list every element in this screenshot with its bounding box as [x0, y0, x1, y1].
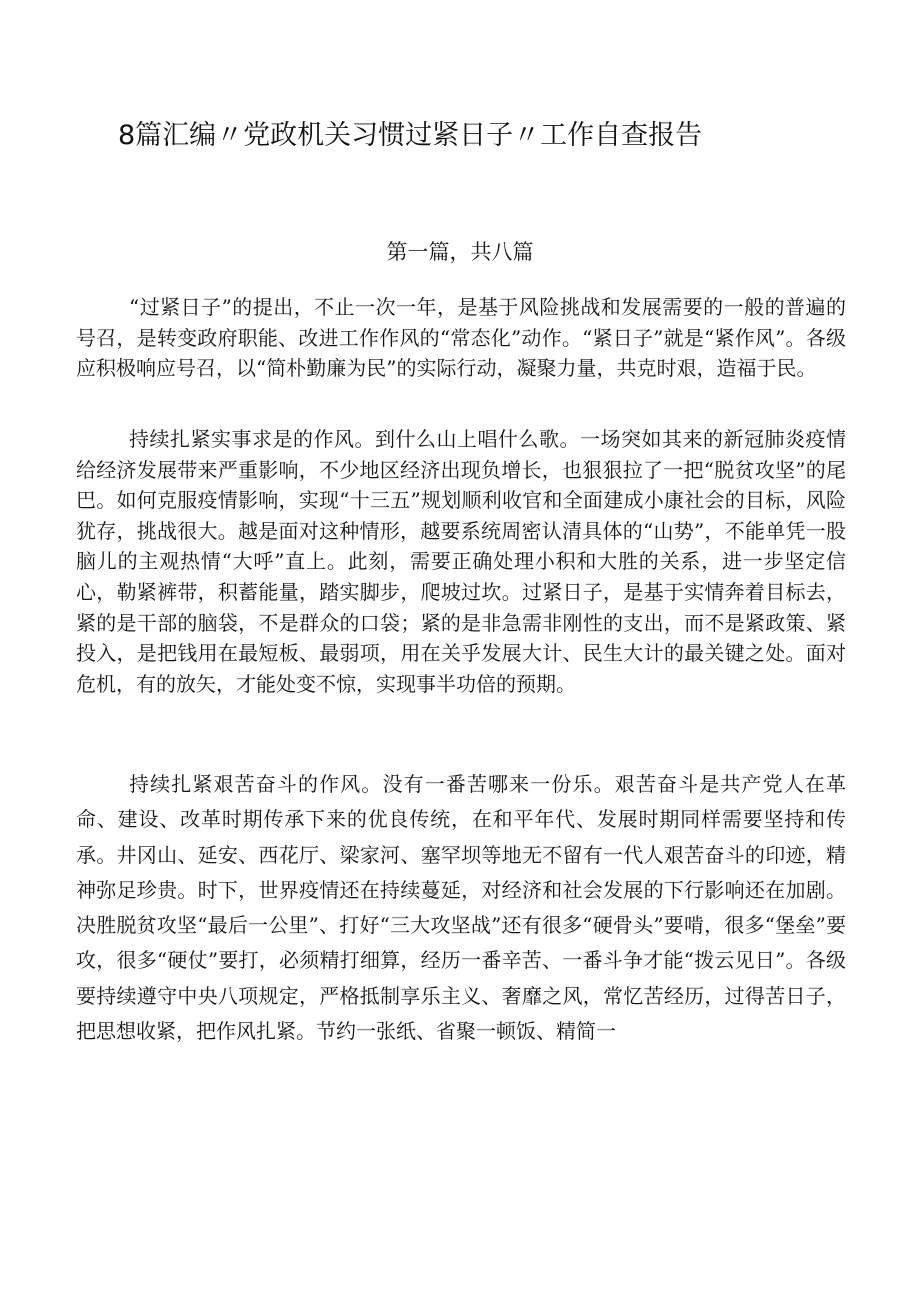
document-title: 8篇汇编〃党政机关习惯过紧日子〃工作自查报告	[118, 120, 703, 151]
paragraph-1: “过紧日子”的提出，不止一次一年，是基于风险挑战和发展需要的一般的普遍的号召，是转变政府职能、改进工作作风的“常态化”动作。“紧日子”就是“紧作风”。各级应积极响应号召，以“简朴勤廉为民”的实际行动，凝聚力量，共克时艰，造福于民。	[76, 295, 846, 380]
paragraph-3: 持续扎紧艰苦奋斗的作风。没有一番苦哪来一份乐。艰苦奋斗是共产党人在革命、建设、改革时期传承下来的优良传统，在和平年代、发展时期同样需要坚持和传承。井冈山、延安、西花厅、梁家河、塞罕坝等地无不留有一代人艰苦奋斗的印迹，精神弥足珍贵。时下，世界疫情还在持续蔓延，对经济和社会发展的下行影响还在加剧。决胜脱贫攻坚“最后一公里”、打好“三大攻坚战”还有很多“硬骨头”要啃，很多“堡垒”要攻，很多“硬仗”要打，必须精打细算，经历一番辛苦、一番斗争才能“拨云见日”。各级要持续遵守中央八项规定，严格抵制享乐主义、奢靡之风，常忆苦经历，过得苦日子，把思想收紧，把作风扎紧。节约一张纸、省聚一顿饭、精简一	[76, 772, 846, 1044]
paragraph-2: 持续扎紧实事求是的作风。到什么山上唱什么歌。一场突如其来的新冠肺炎疫情给经济发展带来严重影响，不少地区经济出现负增长，也狠狠拉了一把“脱贫攻坚”的尾巴。如何克服疫情影响，实现“十三五”规划顺利收官和全面建成小康社会的目标，风险犹存，挑战很大。越是面对这种情形，越要系统周密认清具体的“山势”，不能单凭一股脑儿的主观热情“大呼”直上。此刻，需要正确处理小积和大胜的关系，进一步坚定信心，勒紧裤带，积蓄能量，踏实脚步，爬坡过坎。过紧日子，是基于实情奔着目标去，紧的是干部的脑袋，不是群众的口袋；紧的是非急需非刚性的支出，而不是紧政策、紧投入，是把钱用在最短板、最弱项，用在关乎发展大计、民生大计的最关键之处。面对危机，有的放矢，才能处变不惊，实现事半功倍的预期。	[76, 427, 846, 696]
section-heading: 第一篇，共八篇	[386, 240, 534, 264]
